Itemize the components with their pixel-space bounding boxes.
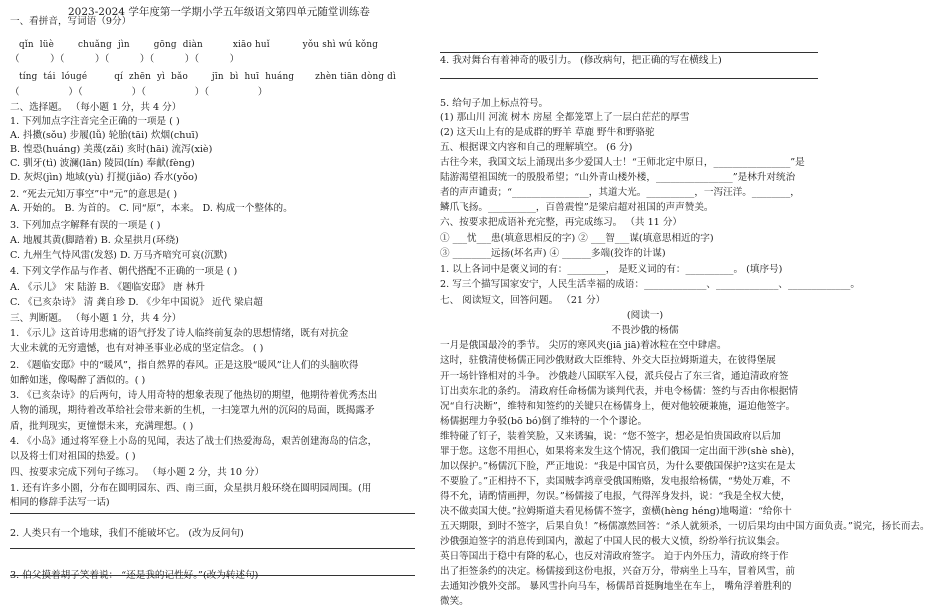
answer-line <box>10 548 415 549</box>
right-text-line: 得不允，请酌情画押，勿误。”杨儒接了电报，气得浑身发抖，说：“我是全权大使， <box>440 491 791 502</box>
right-column <box>440 0 930 608</box>
left-text-line: 一、看拼音，写词语（9分） <box>10 16 132 27</box>
left-text-line: 3. 伯父摸着胡子笑着说： “还是我的记性好。”(改为转述句) <box>10 570 259 581</box>
right-text-line: 这时，驻俄清使杨儒正同沙俄财政大臣维特、外交大臣拉姆斯道夫，在彼得堡展 <box>440 355 776 366</box>
left-text-line: 人物的涌现，期待着改革给社会带来新的生机，一扫笼罩九州的沉闷的局面，既揭露矛 <box>10 405 375 416</box>
exam-title: 2023-2024 学年度第一学期小学五年级语文第四单元随堂训练卷 <box>68 6 370 18</box>
left-text-line: 2. “死去元知万事空”中“元”的意思是( ) <box>10 189 178 200</box>
right-text-line: 五天期限，到时不签字，后果自负！”杨儒凛然回答：“杀人就须杀，一切后果均由中国方面负责。”说完，扬长而去。 <box>440 521 930 532</box>
reading-title: 不畏沙俄的杨儒 <box>611 325 679 336</box>
right-text-line: 古往今来，我国文坛上涌现出多少爱国人士！“王师北定中原日，________________”是 <box>440 157 805 168</box>
right-text-line: 加以保护。”杨儒沉下脸，严正地说：“我是中国官员，为什么要俄国保护?这实在是太 <box>440 461 796 472</box>
left-text-line: 1. 还有许多小園，分布在圆明园东、西、南三面，众星拱月般环绕在圆明园周围。(用 <box>10 483 372 494</box>
left-column <box>10 0 420 608</box>
right-text-line: 者的声声谴责；“________________，其道大光。__________，一泻汪洋。________， <box>440 187 800 198</box>
left-text-line: 二、选择题。 （每小题 1 分，共 4 分） <box>10 102 182 113</box>
left-text-line: B. 惶恐(huáng) 美蔑(zǎi) 亥时(hāi) 流泻(xiè) <box>10 144 213 155</box>
right-text-line: 七、 阅读短文，回答问题。 （21 分） <box>440 295 606 306</box>
right-text-line: 六、按要求把成语补充完整，再完成练习。 （共 11 分） <box>440 217 683 228</box>
right-text-line: 沙俄强迫签字的消息传到国内，激起了中国人民的极大义愤，纷纷举行抗议集会。 <box>440 536 786 547</box>
left-text-line: 大业未就的无穷遗憾，也有对神圣事业必成的坚定信念。 ( ) <box>10 343 264 354</box>
right-text-line: 开一场针锋相对的斗争。 沙俄趁八国联军入侵，派兵侵占了东三省，通迫清政府签 <box>440 371 789 382</box>
left-text-line: A. 抖擞(sǒu) 步履(lǚ) 轮胎(tāi) 炊烟(chuī) <box>10 130 199 141</box>
left-text-line: A. 开始的。 B. 为首的。 C. 同“原”，本来。 D. 构成一个整体的。 <box>10 203 293 214</box>
left-text-line: D. 灰烬(jìn) 地域(yù) 打搅(jiǎo) 呑水(yǒo) <box>10 172 198 183</box>
right-text-line: 况“自行决断”，维特和知签约的关键只在杨儒身上，便对他较硬兼施，逼迫他签字。 <box>440 401 796 412</box>
right-text-line: 杨儒据理力争驳(bō bó)倒了维特的一个个谬论。 <box>440 416 648 427</box>
left-text-line: C. 驯牙(tì) 波澜(lān) 陵园(lín) 奉献(fèng) <box>10 158 195 169</box>
right-text-line: 1. 以上各词中是褒义词的有：________， 是贬义词的有：__________。 (填序号) <box>440 264 783 275</box>
right-text-line: 2. 写三个描写国家安宁，人民生活幸福的成语：_____________、_____________、_____________。 <box>440 279 860 290</box>
right-text-line: 不要脸了。”正相持不下，卖国贼李鸿章受俄国贿赂，发电报给杨儒，“势处万难，不 <box>440 476 791 487</box>
left-text-line: 以及将士们对祖国的热爱。( ) <box>10 451 136 462</box>
right-text-line: 微笑。 <box>440 596 469 607</box>
answer-line <box>10 513 415 514</box>
right-text-line: 陆游渴望祖国统一的殷殷希望；“山外青山楼外楼，________________”是林升对统治 <box>440 172 796 183</box>
left-text-line: 如醉如迷，像喝醉了酒似的。( ) <box>10 375 146 386</box>
right-text-line: 去通知沙俄外交部。 暴风雪扑向马车，杨儒昂首挺胸地坐在车上， 嘴角浮着胜利的 <box>440 581 792 592</box>
left-text-line: 1. 《示儿》这首诗用悲痛的语气抒发了诗人临终前复杂的思想情绪，既有对抗金 <box>10 328 349 339</box>
left-text-line: 3. 下列加点字解释有误的一项是 ( ) <box>10 220 161 231</box>
right-text-line: (1) 那山川 河流 树木 房屋 全都笼罩上了一层白茫茫的厚雪 <box>440 112 690 123</box>
left-text-line: 4. 下列文学作品与作者、朝代搭配不正确的一项是 ( ) <box>10 266 238 277</box>
right-text-line: 决不做卖国大使。”拉姆斯道夫看见杨儒不签字，蛮横(hèng héng)地喝道：“给你十 <box>440 506 792 517</box>
left-text-line: C. 《已亥杂诗》 清 龚自珍 D. 《少年中国说》 近代 梁启超 <box>10 297 263 308</box>
answer-line <box>440 78 818 79</box>
left-text-line: （ ）（ ）（ ）（ ）（ ） <box>10 54 240 65</box>
left-text-line: tíng tái lóugé qí zhēn yì bǎo jīn bì huī huáng zhèn tiān dòng dì <box>10 72 397 82</box>
right-text-line: 鳞爪飞扬。__________，百兽震惶”是梁启超对祖国的声声赞美。 <box>440 202 714 213</box>
left-text-line: C. 九州生气恃风雷(发怒) D. 万马齐喑究可哀(沉默) <box>10 250 228 261</box>
left-text-line: 4. 《小岛》通过将军登上小岛的见闻，表达了战士们热爱海岛，艰苦创建海岛的信念， <box>10 436 378 447</box>
right-text-line: 订出卖东北的条约。 清政府任命杨儒为谈判代表，并电令杨儒：签约与否由你根据情 <box>440 386 799 397</box>
answer-line <box>10 575 415 576</box>
right-text-line: 4. 我对舞台有着神奇的吸引力。 (修改病句，把正确的写在横线上) <box>440 55 722 66</box>
right-text-line: (2) 这天山上有的是成群的野羊 草鹿 野牛和野骆驼 <box>440 127 655 138</box>
right-text-line: 出了拒签条约的决定。杨儒接到这份电报，兴奋万分，带病坐上马车，冒着风雪，前 <box>440 566 795 577</box>
left-text-line: 3. 《已亥杂诗》的后两句，诗人用奇特的想象表现了他热切的期望，他期待着优秀杰出 <box>10 390 378 401</box>
right-text-line: 一月是俄国最冷的季节。 尖厉的寒风夹(jiā jiā)着冰粒在空中肆虐。 <box>440 340 727 351</box>
right-text-line: ③ ________远扬(坏名声) ④ ______多端(狡诈的计谋) <box>440 248 666 259</box>
left-text-line: （ ）（ ）（ ）（ ） <box>10 87 268 98</box>
left-text-line: 1. 下列加点字注音完全正确的一项是 ( ) <box>10 116 180 127</box>
left-text-line: 盾，批判现实，更憧憬未来，充满理想。( ) <box>10 421 194 432</box>
left-text-line: 四、按要求完成下列句子练习。 （每小题 2 分，共 10 分） <box>10 467 265 478</box>
right-text-line: 5. 给句子加上标点符号。 <box>440 98 549 109</box>
left-text-line: A. 《示儿》 宋 陆游 B. 《题临安邸》 唐 林升 <box>10 282 205 293</box>
right-text-line: 罪于您。这您不用担心，如果将来发生这个情况，我们俄国一定出面干涉(shè shè)， <box>440 446 801 457</box>
reading-label: (阅读一) <box>626 310 664 321</box>
left-text-line: 相同的修辞手法写一话) <box>10 497 110 508</box>
left-text-line: 三、判断题。 （每小题 1 分，共 4 分） <box>10 313 182 324</box>
left-text-line: 2. 《题临安邸》中的“暖风”，指自然界的春风。正是这股“暖风”让人们的头脑吹得 <box>10 360 359 371</box>
right-text-line: ① ___忧___患(填意思相反的字) ② ___智___谋(填意思相近的字) <box>440 233 714 244</box>
right-text-line: 五、根据课文内容和自己的理解填空。 (6 分) <box>440 142 633 153</box>
right-text-line: 维特碰了钉子，装着笑脸，又来诱骗，说：“您不签字，想必是怕贵国政府以后加 <box>440 431 781 442</box>
left-text-line: qǐn lüè chuǎng jìn gōng diàn xiāo huǐ yǒu shì wú kǒng <box>10 40 379 50</box>
answer-line <box>440 52 818 53</box>
right-text-line: 英日等国出于稳中有降的私心，也反对清政府签字。 迫于内外压力，清政府终于作 <box>440 551 789 562</box>
left-text-line: A. 地履其黄(脚踏着) B. 众星拱月(环绕) <box>10 235 179 246</box>
left-text-line: 2. 人类只有一个地球，我们不能破坏它。 (改为反问句) <box>10 528 244 539</box>
